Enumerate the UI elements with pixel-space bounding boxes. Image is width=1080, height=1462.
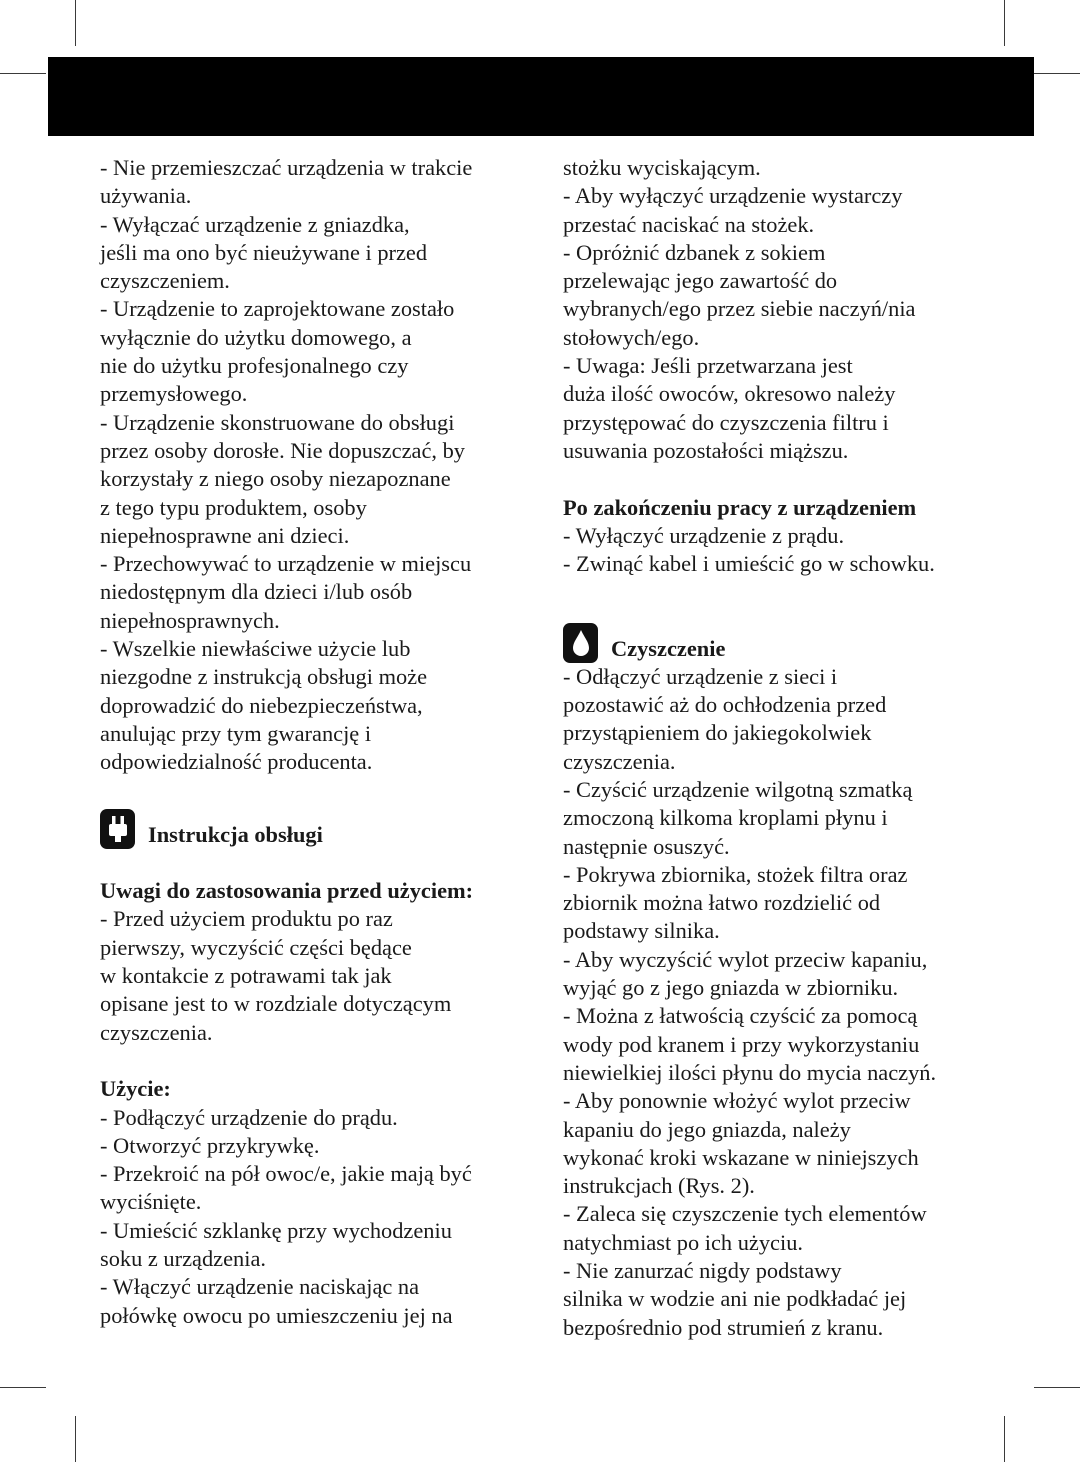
text-line: - Zaleca się czyszczenie tych elementów xyxy=(563,1201,927,1227)
cleaning-section-title xyxy=(563,619,993,663)
text-line: - Aby wyczyścić wylot przeciw kapaniu, xyxy=(563,946,928,972)
text-line: niewielkiej ilości płynu do mycia naczyń. xyxy=(563,1059,937,1085)
text-line: - Zwinąć kabel i umieścić go w schowku. xyxy=(563,551,935,577)
text-line: - Czyścić urządzenie wilgotną szmatką xyxy=(563,776,913,802)
crop-mark xyxy=(75,1416,76,1462)
text-line: jeśli ma ono być nieużywane i przed xyxy=(100,239,428,265)
text-line: wybranych/ego przez siebie naczyń/nia xyxy=(563,296,916,322)
spacer xyxy=(563,607,993,619)
right-column xyxy=(563,154,993,1342)
text-line: czyszczenia. xyxy=(100,1019,213,1045)
text-line: - Wyłączyć urządzenie z prądu. xyxy=(563,522,845,548)
text-line: - Urządzenie skonstruowane do obsługi xyxy=(100,409,455,435)
spacer xyxy=(100,777,532,805)
plug-icon xyxy=(100,809,135,849)
text-line: zmoczoną kilkoma kroplami płynu i xyxy=(563,805,888,831)
before-use-notes xyxy=(100,905,532,1046)
text-line: - Uwaga: Jeśli przetwarzana jest xyxy=(563,353,853,379)
text-line: - Włączyć urządzenie naciskając na xyxy=(100,1274,420,1300)
spacer xyxy=(100,849,532,877)
text-line: - Podłączyć urządzenie do prądu. xyxy=(100,1104,398,1130)
text-line: - Aby ponownie włożyć wylot przeciw xyxy=(563,1088,911,1114)
text-line: - Wszelkie niewłaściwe użycie lub xyxy=(100,636,411,662)
left-column xyxy=(100,154,532,1330)
text-line: soku z urządzenia. xyxy=(100,1245,266,1271)
text-line: natychmiast po ich użyciu. xyxy=(563,1229,804,1255)
spacer xyxy=(563,578,993,606)
text-line: czyszczeniem. xyxy=(100,268,230,294)
water-drop-icon xyxy=(563,623,598,663)
text-line: wody pod kranem i przy wykorzystaniu xyxy=(563,1031,920,1057)
text-line: - Przekroić na pół owoc/e, jakie mają być xyxy=(100,1161,472,1187)
text-line: duża ilość owoców, okresowo należy xyxy=(563,381,896,407)
after-use-heading: Po zakończeniu pracy z urządzeniem xyxy=(563,494,917,520)
text-line: - Otworzyć przykrywkę. xyxy=(100,1132,320,1158)
text-line: - Urządzenie to zaprojektowane zostało xyxy=(100,296,455,322)
crop-mark xyxy=(1004,0,1005,46)
text-line: stożku wyciskającym. xyxy=(563,155,761,180)
text-line: - Pokrywa zbiornika, stożek filtra oraz xyxy=(563,861,908,887)
text-line: - Nie zanurzać nigdy podstawy xyxy=(563,1257,842,1283)
text-line: kapaniu do jego gniazda, należy xyxy=(563,1116,851,1142)
header-bar xyxy=(48,57,1034,136)
crop-mark xyxy=(0,1387,46,1388)
text-line: pierwszy, wyczyścić części będące xyxy=(100,934,412,960)
text-line: przystępować do czyszczenia filtru i xyxy=(563,409,889,435)
text-line: używania. xyxy=(100,183,192,209)
crop-mark xyxy=(0,73,46,74)
text-line: niezgodne z instrukcją obsługi może xyxy=(100,664,428,690)
text-line: połówkę owocu po umieszczeniu jej na xyxy=(100,1302,453,1328)
text-line: - Przechowywać to urządzenie w miejscu xyxy=(100,551,472,577)
text-line: przystąpieniem do jakiegokolwiek xyxy=(563,720,872,746)
instructions-heading: Instrukcja obsługi xyxy=(148,821,323,847)
crop-mark xyxy=(1034,1387,1080,1388)
text-line: silnika w wodzie ani nie podkładać jej xyxy=(563,1286,907,1312)
text-line: wyłącznie do użytku domowego, a xyxy=(100,324,412,350)
text-line: zbiornik można łatwo rozdzielić od xyxy=(563,890,881,916)
crop-mark xyxy=(1004,1416,1005,1462)
text-line: w kontakcie z potrawami tak jak xyxy=(100,963,392,989)
text-line: - Umieścić szklankę przy wychodzeniu xyxy=(100,1217,452,1243)
text-line: instrukcjach (Rys. 2). xyxy=(563,1173,755,1199)
text-line: przestać naciskać na stożek. xyxy=(563,211,815,237)
text-line: podstawy silnika. xyxy=(563,918,720,944)
text-line: - Opróżnić dzbanek z sokiem xyxy=(563,239,826,265)
text-line: niepełnosprawne ani dzieci. xyxy=(100,522,350,548)
crop-mark xyxy=(1034,73,1080,74)
text-line: przez osoby dorosłe. Nie dopuszczać, by xyxy=(100,437,465,463)
text-line: anulując przy tym gwarancję i xyxy=(100,720,372,746)
text-line: wyjąć go z jego gniazda w zbiorniku. xyxy=(563,975,899,1001)
crop-mark xyxy=(75,0,76,46)
text-line: - Nie przemieszczać urządzenia w trakcie xyxy=(100,155,473,180)
text-line: korzystały z niego osoby niezapoznane xyxy=(100,466,451,492)
after-use-steps xyxy=(563,522,993,579)
text-line: - Można z łatwością czyścić za pomocą xyxy=(563,1003,918,1029)
text-line: nie do użytku profesjonalnego czy xyxy=(100,353,409,379)
usage-heading: Użycie: xyxy=(100,1076,171,1102)
text-line: stołowych/ego. xyxy=(563,324,700,350)
text-line: wyciśnięte. xyxy=(100,1189,202,1215)
before-use-heading: Uwagi do zastosowania przed użyciem: xyxy=(100,878,474,904)
text-line: odpowiedzialność producenta. xyxy=(100,749,373,775)
instructions-section-title xyxy=(100,805,532,849)
text-line: przemysłowego. xyxy=(100,381,248,407)
text-line: usuwania pozostałości miąższu. xyxy=(563,437,849,463)
text-line: przelewając jego zawartość do xyxy=(563,268,838,294)
text-line: niepełnosprawnych. xyxy=(100,607,280,633)
text-line: - Odłączyć urządzenie z sieci i xyxy=(563,663,838,689)
text-line: doprowadzić do niebezpieczeństwa, xyxy=(100,692,423,718)
usage-steps xyxy=(100,1104,532,1330)
text-line: następnie osuszyć. xyxy=(563,833,730,859)
text-line: - Aby wyłączyć urządzenie wystarczy xyxy=(563,183,903,209)
text-line: wykonać kroki wskazane w niniejszych xyxy=(563,1144,919,1170)
spacer xyxy=(100,1047,532,1075)
text-line: z tego typu produktem, osoby xyxy=(100,494,367,520)
text-line: - Wyłączać urządzenie z gniazdka, xyxy=(100,211,410,237)
text-line: opisane jest to w rozdziale dotyczącym xyxy=(100,991,452,1017)
text-line: czyszczenia. xyxy=(563,748,676,774)
usage-steps-continued xyxy=(563,154,993,465)
spacer xyxy=(563,465,993,493)
text-line: pozostawić aż do ochłodzenia przed xyxy=(563,692,887,718)
safety-notes xyxy=(100,154,532,777)
text-line: bezpośrednio pod strumień z kranu. xyxy=(563,1314,884,1340)
cleaning-steps xyxy=(563,663,993,1342)
cleaning-heading: Czyszczenie xyxy=(611,635,726,661)
text-line: - Przed użyciem produktu po raz xyxy=(100,906,393,932)
text-line: niedostępnym dla dzieci i/lub osób xyxy=(100,579,413,605)
